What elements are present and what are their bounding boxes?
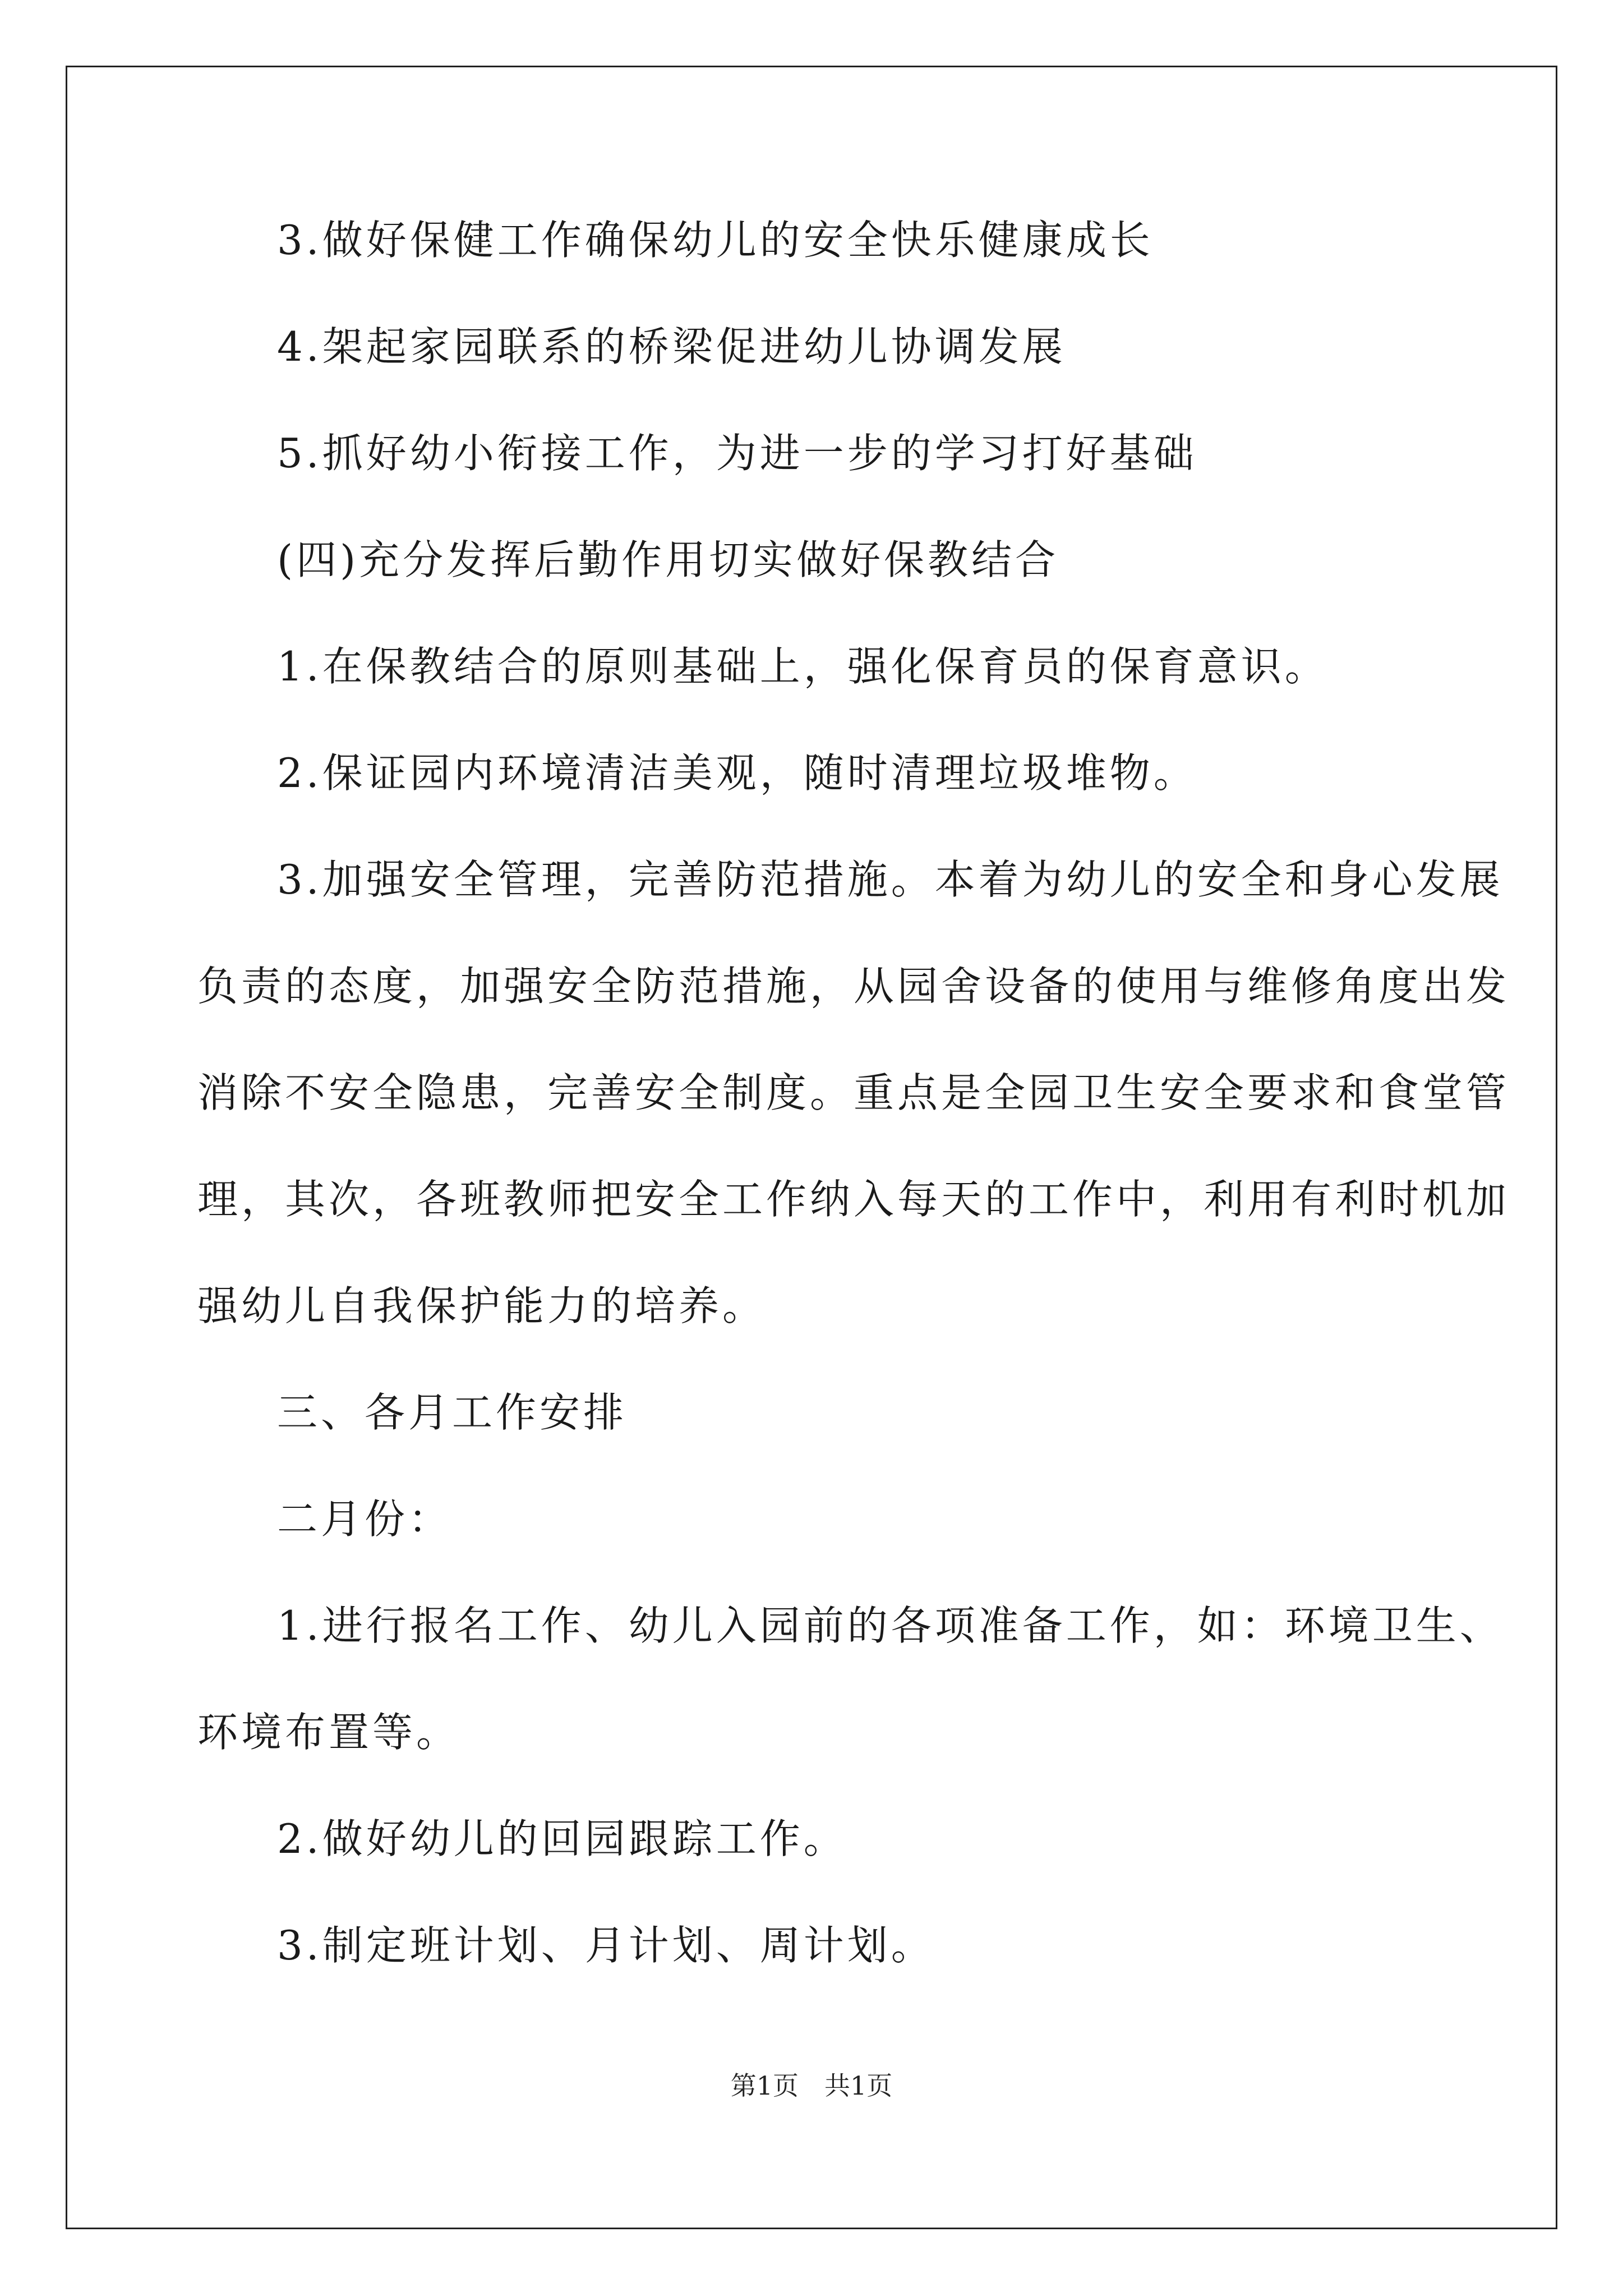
paragraph-line: 理，其次，各班教师把安全工作纳入每天的工作中，利用有利时机加 [197,1176,1510,1223]
paragraph-line: 2.做好幼儿的回园跟踪工作。 [277,1815,847,1862]
paragraph-line: 5.抓好幼小衔接工作，为进一步的学习打好基础 [277,430,1197,477]
page-footer: 第1页 共1页 [730,2070,893,2101]
section-heading: (四)充分发挥后勤作用切实做好保教结合 [277,536,1059,583]
paragraph-line: 3.做好保健工作确保幼儿的安全快乐健康成长 [277,217,1154,264]
paragraph-line: 4.架起家园联系的桥梁促进幼儿协调发展 [277,323,1066,370]
paragraph-line: 2.保证园内环境清洁美观，随时清理垃圾堆物。 [277,749,1197,797]
paragraph-line: 负责的态度，加强安全防范措施，从园舍设备的使用与维修角度出发 [197,963,1510,1010]
section-heading: 三、各月工作安排 [277,1389,628,1436]
month-heading: 二月份： [277,1496,453,1543]
paragraph-line: 3.加强安全管理，完善防范措施。本着为幼儿的安全和身心发展 [277,856,1504,903]
paragraph-line: 1.在保教结合的原则基础上，强化保育员的保育意识。 [277,643,1329,690]
paragraph-line: 强幼儿自我保护能力的培养。 [197,1282,767,1329]
paragraph-line: 环境布置等。 [197,1709,460,1756]
paragraph-line: 1.进行报名工作、幼儿入园前的各项准备工作，如：环境卫生、 [277,1602,1504,1649]
paragraph-line: 消除不安全隐患，完善安全制度。重点是全园卫生安全要求和食堂管 [197,1069,1510,1116]
page-border [66,66,1557,2229]
paragraph-line: 3.制定班计划、月计划、周计划。 [277,1922,935,1969]
